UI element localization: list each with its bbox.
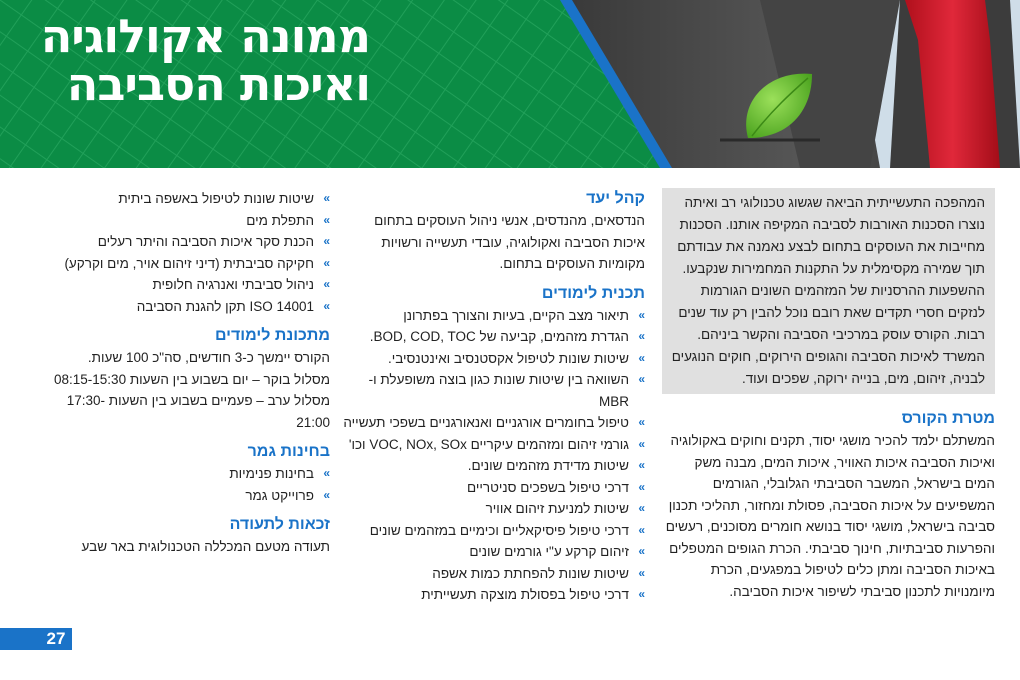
bullet-icon: » [638, 501, 645, 515]
exam-item: » בחינות פנימיות [40, 463, 330, 485]
bullet-icon: » [323, 277, 330, 291]
syllabus-item: » הגדרת מזהמים, קביעה של BOD, COD, TOC. [340, 326, 645, 348]
bullet-icon: » [638, 458, 645, 472]
bullet-icon: » [323, 487, 330, 502]
syllabus-item: » ניהול סביבתי ואנרגיה חלופית [40, 274, 330, 296]
format-heading: מתכונת לימודים [214, 327, 330, 344]
syllabus-item: » התפלת מים [40, 210, 330, 232]
syllabus-list [340, 305, 645, 606]
syllabus-item: » טיפול בחומרים אורגניים ואנאורגניים בשפכי תעשייה [340, 412, 645, 434]
bullet-icon: » [638, 436, 645, 451]
bullet-icon: » [323, 212, 330, 227]
format-line: הקורס יימשך כ-3 חודשים, סה"כ 100 שעות. [87, 350, 330, 365]
exam-item: » פרוייקט גמר [40, 485, 330, 507]
bullet-icon: » [638, 479, 645, 494]
bullet-icon: » [323, 255, 330, 270]
bullet-icon: » [638, 544, 645, 558]
syllabus-item: » השוואה בין שיטות שונות כגון בוצה משופעלת ו-MBR [340, 369, 645, 412]
bullet-icon: » [638, 372, 645, 386]
bullet-icon: » [323, 466, 330, 480]
syllabus-item: » שיטות שונות לטיפול אקסטנסיב ואינטנסיבי. [340, 348, 645, 370]
syllabus-item: » דרכי טיפול בשפכים סניטריים [340, 477, 645, 499]
syllabus-item: » דרכי טיפול פיסיקאליים וכימיים במזהמים שונים [340, 520, 645, 542]
syllabus-item: » ISO 14001 תקן להגנת הסביבה [40, 296, 330, 318]
syllabus-item: » דרכי טיפול בפסולת מוצקה תעשייתית [340, 584, 645, 606]
bullet-icon: » [638, 522, 645, 537]
audience-heading: קהל יעד [586, 190, 645, 207]
syllabus-continued-list [40, 188, 330, 317]
syllabus-item: » שיטות שונות להפחתת כמות אשפה [340, 563, 645, 585]
certificate-heading: זכאות לתעודה [229, 516, 330, 533]
bullet-icon: » [323, 191, 330, 205]
title-line-1: ממונה אקולוגיה [40, 9, 370, 63]
syllabus-item: » זיהום קרקע ע"י גורמים שונים [340, 541, 645, 563]
header-banner [0, 0, 1020, 168]
syllabus-item: » גורמי זיהום ומזהמים עיקריים VOC, NOx, SOx וכו' [340, 434, 645, 456]
audience-text: הנדסאים, מהנדסים, אנשי ניהול העוסקים בתחום איכות הסביבה ואקולוגיה, עובדי תעשייה ורשויות מקומיות העוסקים בתחום. [374, 213, 645, 271]
syllabus-item: » חקיקה סביבתית (דיני זיהום אויר, מים וקרקע) [40, 253, 330, 275]
bullet-icon: » [638, 565, 645, 580]
title-line-2: ואיכות הסביבה [66, 57, 370, 111]
bullet-icon: » [323, 234, 330, 248]
bullet-icon: » [638, 415, 645, 429]
exams-heading: בחינות גמר [247, 443, 330, 460]
format-line: מסלול ערב – פעמיים בשבוע בין השעות 17:30-21:00 [66, 393, 330, 430]
page-number: 27 [46, 629, 66, 648]
goal-text: המשתלם ילמד להכיר מושגי יסוד, תקנים וחוקים באקולוגיה ואיכות הסביבה איכות האוויר, איכות המים, מבנה משק המים בישראל, המשבר הסביבתי הגלובלי, הגורמים המשפיעים על איכות הסביבה, פסולת ומחזור, תהליכי תכנון סביבה בישראל, מושגי יסוד בנושא חומרים מסוכנים, רעשים והפרעות סביבתיות, חינוך סביבתי. הכרת הגופים המטפלים באיכות הסביבה ומתן כלים לטיפול במפגעים, הכרת מיומנויות לתכנון סביבתי לשיפור איכות הסביבה. [665, 433, 995, 599]
bullet-icon: » [638, 307, 645, 322]
bullet-icon: » [638, 587, 645, 601]
format-line: מסלול בוקר – יום בשבוע בין השעות 08:15-15:30 [54, 371, 330, 387]
intro-box: המהפכה התעשייתית הביאה שגשוג טכנולוגי רב ואיתה נוצרו הסכנות האורבות לסביבה המקיפה אותנו. הסכנות מחייבות את העוסקים בתחום לבצע נאמנה את עבודתם תוך שמירה מקסימלית על התקנות המחמירות שנקבעו. ההשפעות ההרסניות של המזהמים השונים הגורמות לנזקים חסרי תקדים שאת רובם נוכל להבין רק עוד שנים רבות. הקורס עוסק במרכיבי הסביבה והקשר ביניהם. המשרד לאיכות הסביבה והגופים הירוקים, חוקים הנוגעים לבניה, זיהום, מים, בנייה ירוקה, שפכים ועוד. [662, 188, 995, 394]
goal-heading: מטרת הקורס [901, 410, 995, 427]
syllabus-item: » שיטות שונות לטיפול באשפה ביתית [40, 188, 330, 210]
syllabus-item: » שיטות מדידת מזהמים שונים. [340, 455, 645, 477]
left-column [40, 188, 330, 558]
syllabus-heading: תכנית לימודים [541, 284, 645, 302]
certificate-text: תעודה מטעם המכללה הטכנולוגית באר שבע [81, 539, 330, 554]
page-title [40, 9, 370, 111]
bullet-icon: » [638, 350, 645, 365]
syllabus-item: » שיטות למניעת זיהום אוויר [340, 498, 645, 520]
bullet-icon: » [638, 329, 645, 343]
syllabus-item: » הכנת סקר איכות הסביבה והיתר רעלים [40, 231, 330, 253]
syllabus-item: » תיאור מצב הקיים, בעיות והצורך בפתרונן [340, 305, 645, 327]
bullet-icon: » [323, 298, 330, 313]
right-column [662, 188, 995, 602]
exams-list [40, 463, 330, 506]
middle-column [340, 188, 645, 606]
